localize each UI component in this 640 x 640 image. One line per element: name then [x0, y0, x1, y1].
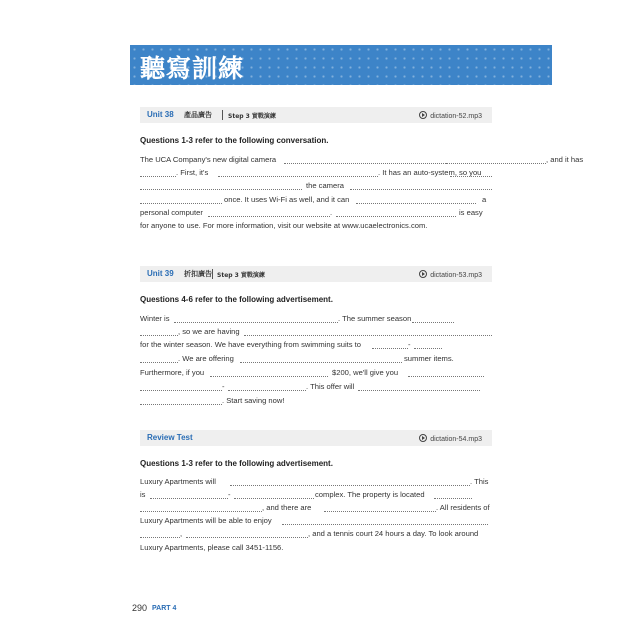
passage-line: [140, 354, 492, 366]
answer-blank[interactable]: [336, 208, 456, 217]
answer-blank[interactable]: [230, 477, 470, 486]
unit-header-bar: [140, 107, 492, 123]
passage-line: [140, 543, 492, 555]
text-segment: once. It uses Wi-Fi as well, and it can: [224, 195, 350, 204]
answer-blank[interactable]: [244, 327, 492, 336]
answer-blank[interactable]: [414, 340, 442, 349]
audio-filename: dictation-53.mp3: [430, 272, 482, 279]
text-segment: . Start saving now!: [222, 396, 285, 405]
text-segment: . The summer season: [338, 314, 412, 323]
answer-blank[interactable]: [140, 529, 183, 538]
answer-blank[interactable]: [140, 195, 222, 204]
banner-title: 聽寫訓練: [140, 54, 245, 83]
answer-blank[interactable]: [450, 168, 492, 177]
answer-blank[interactable]: [140, 396, 222, 405]
text-segment: is: [140, 490, 146, 499]
answer-blank[interactable]: [208, 208, 333, 217]
text-segment: Luxury Apartments, please call 3451-1156.: [140, 543, 284, 552]
text-segment: .: [330, 208, 333, 217]
passage-line: [140, 490, 492, 502]
answer-blank[interactable]: [446, 155, 492, 164]
passage-line: [140, 327, 492, 339]
page-number: 290: [132, 603, 148, 613]
text-segment: summer items.: [404, 354, 454, 363]
divider: [212, 269, 213, 279]
answer-blank[interactable]: [408, 368, 484, 377]
passage-line: [140, 195, 492, 207]
passage-line: [140, 340, 492, 352]
audio-disc-icon: [419, 111, 427, 119]
passage-line: [140, 221, 492, 233]
text-segment: -: [228, 490, 231, 499]
audio-disc-icon: [419, 434, 427, 442]
divider: [222, 110, 223, 120]
text-segment: , and it has: [546, 155, 584, 164]
text-segment: a: [482, 195, 487, 204]
unit-header-bar: [140, 266, 492, 282]
audio-track[interactable]: [419, 111, 482, 120]
answer-blank[interactable]: [358, 382, 480, 391]
audio-track[interactable]: [419, 434, 482, 443]
passage-line: [140, 368, 492, 380]
passage-line: [140, 516, 492, 528]
question-heading: Questions 4-6 refer to the following advertisement.: [140, 295, 333, 304]
text-segment: . First, it's: [176, 168, 209, 177]
text-segment: Winter is: [140, 314, 170, 323]
text-segment: complex. The property is located: [315, 490, 425, 499]
unit-topic: 產品廣告: [184, 111, 212, 119]
passage-line: [140, 503, 492, 515]
answer-blank[interactable]: [356, 195, 476, 204]
audio-filename: dictation-54.mp3: [430, 436, 482, 443]
answer-blank[interactable]: [234, 490, 314, 499]
passage-line: [140, 155, 584, 167]
answer-blank[interactable]: [140, 354, 178, 363]
passage-line: [140, 382, 492, 394]
answer-blank[interactable]: [350, 181, 492, 190]
answer-blank[interactable]: [240, 354, 402, 363]
audio-disc-icon: [419, 270, 427, 278]
text-segment: -: [408, 340, 411, 349]
answer-blank[interactable]: [228, 382, 306, 391]
answer-blank[interactable]: [140, 503, 262, 512]
unit-step: Step 3 實戰演練: [228, 113, 276, 120]
review-title: Review Test: [147, 433, 193, 442]
review-header-bar: [140, 430, 492, 446]
answer-blank[interactable]: [140, 327, 178, 336]
text-segment: ,: [180, 529, 183, 538]
passage-line: [140, 396, 492, 408]
audio-filename: dictation-52.mp3: [430, 113, 482, 120]
passage-line: [140, 208, 492, 220]
text-segment: Luxury Apartments will be able to enjoy: [140, 516, 272, 525]
answer-blank[interactable]: [282, 516, 488, 525]
passage-line: [140, 181, 492, 193]
answer-blank[interactable]: [434, 490, 472, 499]
text-segment: . This: [470, 477, 489, 486]
text-segment: for anyone to use. For more information, visit our website at www.ucaelectronics.com.: [140, 221, 428, 230]
text-segment: personal computer: [140, 208, 203, 217]
text-segment: Luxury Apartments will: [140, 477, 216, 486]
passage-line: [140, 168, 492, 180]
text-segment: , and there are: [262, 503, 312, 512]
text-segment: -: [222, 382, 225, 391]
answer-blank[interactable]: [210, 368, 328, 377]
text-segment: . It has an auto-system, so you: [378, 168, 482, 177]
title-banner: [130, 45, 552, 85]
answer-blank[interactable]: [284, 155, 546, 164]
answer-blank[interactable]: [186, 529, 308, 538]
answer-blank[interactable]: [140, 382, 222, 391]
text-segment: $200, we'll give you: [332, 368, 399, 377]
passage-line: [140, 314, 492, 326]
unit-topic: 折扣廣告: [184, 270, 212, 278]
question-heading: Questions 1-3 refer to the following advertisement.: [140, 459, 333, 468]
answer-blank[interactable]: [140, 168, 176, 177]
text-segment: . All residents of: [436, 503, 490, 512]
text-segment: , so we are having: [178, 327, 240, 336]
part-label: PART 4: [152, 605, 177, 612]
answer-blank[interactable]: [218, 168, 378, 177]
text-segment: the camera: [306, 181, 344, 190]
unit-number: Unit 38: [147, 110, 174, 119]
text-segment: for the winter season. We have everything from swimming suits to: [140, 340, 362, 349]
unit-number: Unit 39: [147, 269, 174, 278]
answer-blank[interactable]: [174, 314, 338, 323]
audio-track[interactable]: [419, 270, 482, 279]
text-segment: The UCA Company's new digital camera: [140, 155, 277, 164]
answer-blank[interactable]: [372, 340, 408, 349]
answer-blank[interactable]: [412, 314, 454, 323]
answer-blank[interactable]: [140, 181, 302, 190]
text-segment: is easy: [459, 208, 483, 217]
answer-blank[interactable]: [324, 503, 436, 512]
unit-step: Step 3 實戰演練: [217, 272, 265, 279]
question-heading: Questions 1-3 refer to the following conversation.: [140, 136, 329, 145]
text-segment: . We are offering: [178, 354, 234, 363]
text-segment: . This offer will: [306, 382, 355, 391]
answer-blank[interactable]: [150, 490, 228, 499]
text-segment: Furthermore, if you: [140, 368, 205, 377]
passage-line: [140, 477, 492, 489]
text-segment: , and a tennis court 24 hours a day. To look around: [308, 529, 479, 538]
passage-line: [140, 529, 492, 541]
